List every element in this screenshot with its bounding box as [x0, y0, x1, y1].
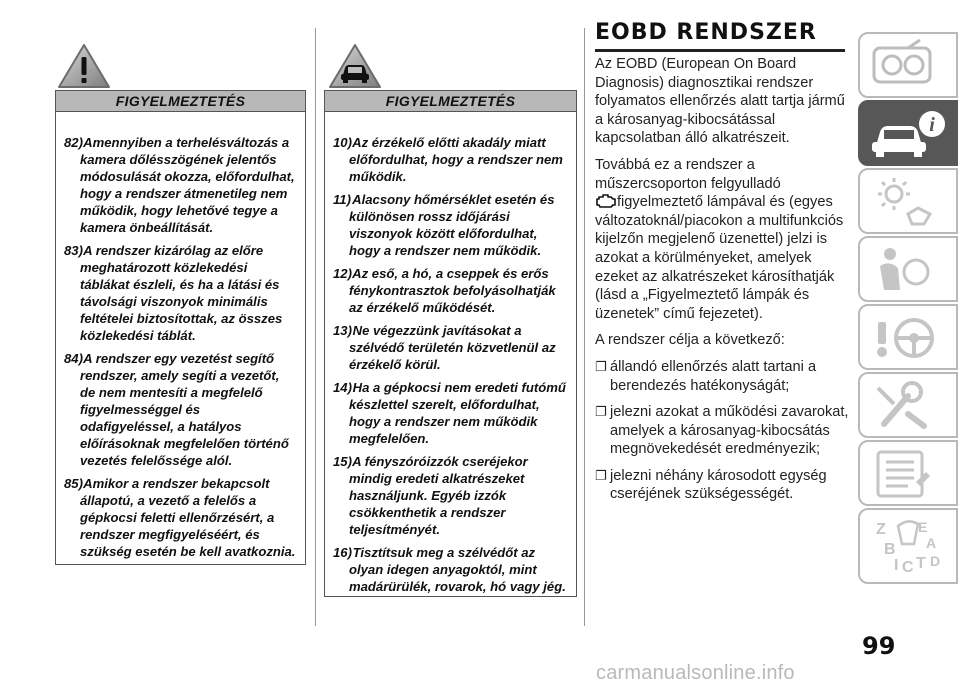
- lights-tab-icon: [868, 174, 938, 228]
- warning-header: FIGYELMEZTETÉS: [325, 91, 576, 112]
- sidebar-tab-warning-lamps[interactable]: [858, 304, 958, 370]
- warning-lamps-tab-icon: [868, 310, 938, 364]
- list-item: ❐ jelezni néhány károsodott egység cseréjének szükségességét.: [595, 467, 827, 503]
- paragraph: Az EOBD (European On Board Diagnosis) diagnosztikai rendszer folyamatos ellenőrzés alatt tartja jármű a károsanyag-kibocsátással kapcsolatban álló alkatrészeit.: [595, 56, 845, 147]
- list-item: 13) Ne végezzünk javításokat a szélvédő területén közvetlenül az érzékelő körül.: [333, 323, 556, 372]
- list-item: 15) A fényszóróizzók cseréjekor mindig eredeti alkatrészeket használjunk. Egyéb izzók csökkenthetik a rendszer teljesítményét.: [333, 454, 528, 537]
- svg-text:E: E: [918, 519, 928, 535]
- engine-check-icon: [595, 194, 617, 208]
- sidebar-tab-airbag[interactable]: [858, 236, 958, 302]
- paragraph: A rendszer célja a következő:: [595, 332, 785, 349]
- sidebar-tab-dashboard[interactable]: [858, 32, 958, 98]
- paragraph: Továbbá ez a rendszer a műszercsoporton felgyulladó figyelmeztető lámpával és (egyes változatoknál/piacokon a multifunkciós kijelzőn megjelenő üzenettel) jelzi is azokat a körülményeket, amelyek ezeket az alkatrészeket károsíthatják (lásd a „Figyelmeztető lámpák és üzenetek” című fejezetet).: [595, 156, 844, 322]
- airbag-tab-icon: [868, 242, 938, 296]
- list-item: ❐ állandó ellenőrzés alatt tartani a berendezés hatékonyságát;: [595, 358, 817, 394]
- list-item: 85) Amikor a rendszer bekapcsolt állapotú, a vezető a felelős a gépkocsi feletti ellenőrzésért, a rendszer megfigyeléséért, és szükség esetén be kell avatkoznia.: [64, 476, 296, 559]
- sidebar-tab-lights[interactable]: [858, 168, 958, 234]
- list-item: 11) Alacsony hőmérséklet esetén és különösen rossz időjárási viszonyok között előfordulhat, hogy a rendszer nem működik.: [333, 192, 555, 258]
- warning-car-icon: [327, 42, 383, 90]
- page-number: 99: [862, 632, 896, 660]
- sidebar-tab-car-info[interactable]: [858, 100, 958, 166]
- list-item: 84) A rendszer egy vezetést segítő rendszer, amely segíti a vezetőt, de nem mentesíti a megfelelő figyelmességgel és odafigyeléssel, a hatályos előírásoknak megfelelően történő vezetés felelőssége alól.: [64, 351, 289, 468]
- column-divider-right: [584, 28, 585, 626]
- wrench-tab-icon: [868, 378, 938, 432]
- car-info-tab-icon: [868, 106, 948, 160]
- svg-text:B: B: [884, 541, 896, 558]
- list-item: 10) Az érzékelő előtti akadály miatt előfordulhat, hogy a rendszer nem működik.: [333, 135, 563, 184]
- svg-text:T: T: [916, 555, 926, 572]
- warning-box-middle: [324, 90, 577, 597]
- warning-list: [56, 112, 305, 576]
- warning-box-left: [55, 90, 306, 565]
- list-item: 14) Ha a gépkocsi nem eredeti futómű készlettel szerelt, előfordulhat, hogy a rendszer nem működik megfelelően.: [333, 380, 566, 446]
- bullet-list: [595, 358, 850, 504]
- svg-text:I: I: [894, 557, 899, 574]
- data-tab-icon: [868, 446, 938, 500]
- index-tab-icon: [868, 514, 944, 578]
- sidebar-tab-index[interactable]: [858, 508, 958, 584]
- svg-text:D: D: [930, 553, 941, 569]
- section-title: EOBD RENDSZER: [595, 20, 845, 52]
- warning-exclamation-icon: [56, 42, 112, 90]
- list-item: 83) A rendszer kizárólag az előre meghatározott közlekedési táblákat észleli, és ha a látási és távolsági viszonyok minimális feltételei biztosítottak, az összes közlekedési táblát.: [64, 243, 283, 343]
- body-text: [595, 55, 850, 512]
- list-item: 16) Tisztítsuk meg a szélvédőt az olyan idegen anyagoktól, mint madárürülék, rovarok, hó vagy jég.: [333, 545, 566, 594]
- list-item: 82) Amennyiben a terhelésváltozás a kamera dőlésszögének jelentős módosulását okozza, előfordulhat, hogy a rendszer átmenetileg nem működik, hogy lehetővé tegye a kamera önbeállítását.: [64, 135, 295, 235]
- list-item: 12) Az eső, a hó, a cseppek és erős fénykontrasztok befolyásolhatják az érzékelő működését.: [333, 266, 556, 315]
- list-item: ❐ jelezni azokat a működési zavarokat, amelyek a károsanyag-kibocsátás megnövekedését eredményezik;: [595, 404, 849, 458]
- svg-text:Z: Z: [876, 521, 886, 538]
- sidebar-tab-data[interactable]: [858, 440, 958, 506]
- warning-list: [325, 112, 576, 611]
- warning-header: FIGYELMEZTETÉS: [56, 91, 305, 112]
- sidebar-tab-wrench[interactable]: [858, 372, 958, 438]
- svg-text:A: A: [926, 535, 937, 551]
- column-divider-left: [315, 28, 316, 626]
- watermark: carmanualsonline.info: [596, 662, 795, 684]
- svg-text:C: C: [902, 559, 914, 576]
- svg-text:i: i: [929, 114, 935, 136]
- dashboard-tab-icon: [868, 38, 938, 92]
